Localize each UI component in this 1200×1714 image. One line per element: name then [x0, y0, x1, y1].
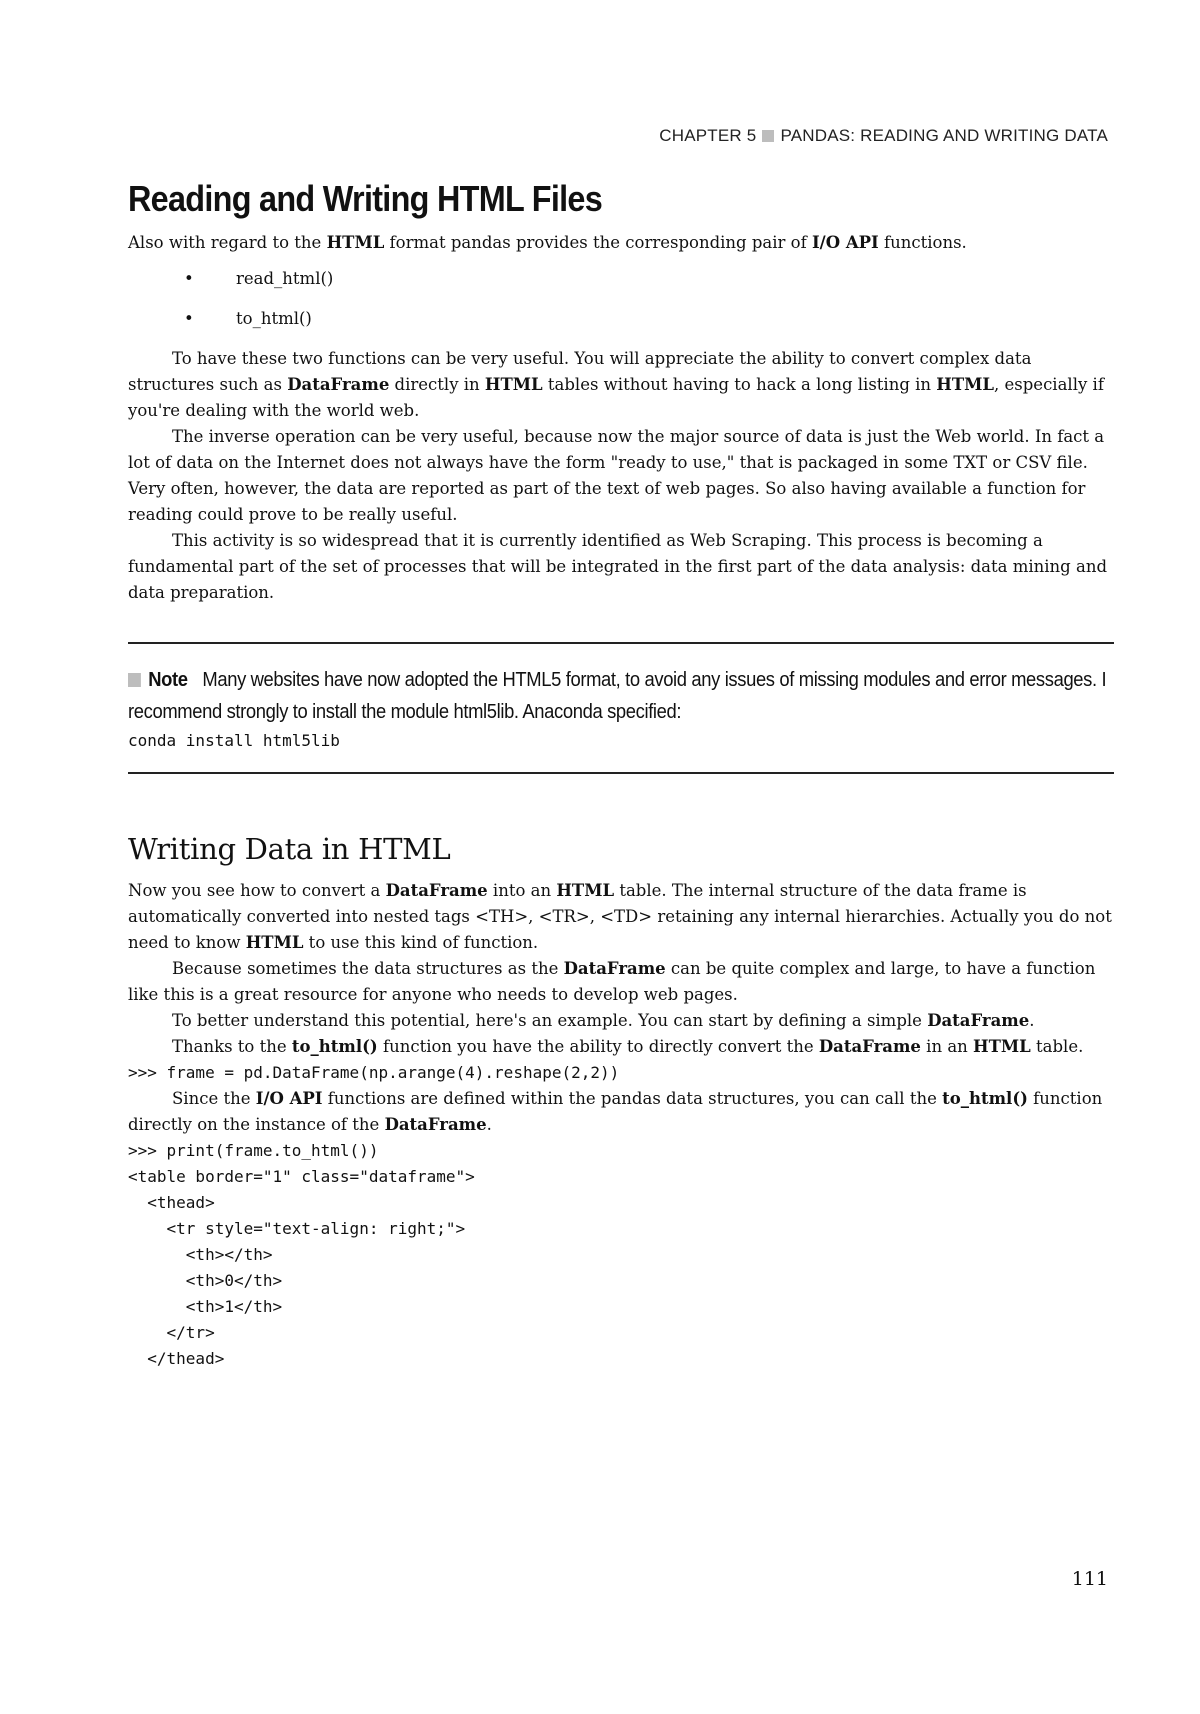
- paragraph: Because sometimes the data structures as the DataFrame can be quite complex and large, to have a function like this is a great resource for anyone who needs to develop web pages.: [128, 959, 1096, 1004]
- function-list: [128, 266, 1114, 332]
- paragraph: This activity is so widespread that it is currently identified as Web Scraping. This process is becoming a fundamental part of the set of processes that will be integrated in the first part of the data analysis: data mining and data preparation.: [128, 531, 1108, 602]
- square-bullet-icon: [762, 130, 774, 142]
- chapter-title: PANDAS: READING AND WRITING DATA: [780, 126, 1108, 145]
- intro-paragraph: Also with regard to the HTML format pandas provides the corresponding pair of I/O API functions.: [128, 233, 967, 252]
- note-box: [128, 642, 1114, 774]
- list-item: • read_html(): [128, 266, 1114, 292]
- paragraph: To have these two functions can be very useful. You will appreciate the ability to convert complex data structures such as DataFrame directly in HTML tables without having to hack a long listing in HTML, especially if you're dealing with the world web.: [128, 349, 1104, 420]
- paragraph: Thanks to the to_html() function you have the ability to directly convert the DataFrame in an HTML table.: [172, 1037, 1084, 1056]
- paragraph: To better understand this potential, here's an example. You can start by defining a simple DataFrame.: [172, 1011, 1035, 1030]
- page-number: 111: [1071, 1568, 1108, 1590]
- paragraph: Since the I/O API functions are defined within the pandas data structures, you can call the to_html() function directly on the instance of the DataFrame.: [128, 1089, 1103, 1134]
- subsection-title: Writing Data in HTML: [128, 832, 451, 866]
- note-label: Note: [148, 669, 188, 691]
- section-title: Reading and Writing HTML Files: [128, 178, 603, 219]
- running-header: [659, 126, 1108, 146]
- note-body: Many websites have now adopted the HTML5 format, to avoid any issues of missing modules and error messages. I recommend strongly to install the module html5lib. Anaconda specified:: [128, 669, 1107, 723]
- code-snippet: >>> print(frame.to_html()) <table border="1" class="dataframe"> <thead> <tr style="text-align: right;"> <th></th> <th>0</th> <th>1</th> </tr> </thead>: [128, 1141, 475, 1368]
- code-snippet: conda install html5lib: [128, 731, 340, 750]
- chapter-label: CHAPTER 5: [659, 126, 757, 145]
- page-body: [128, 178, 1114, 1372]
- list-item: • to_html(): [128, 306, 1114, 332]
- square-bullet-icon: [128, 673, 141, 687]
- code-snippet: >>> frame = pd.DataFrame(np.arange(4).reshape(2,2)): [128, 1063, 620, 1082]
- paragraph: The inverse operation can be very useful, because now the major source of data is just the Web world. In fact a lot of data on the Internet does not always have the form "ready to use," that is packaged in some TXT or CSV file. Very often, however, the data are reported as part of the text of web pages. So also having available a function for reading could prove to be really useful.: [128, 427, 1105, 524]
- paragraph: Now you see how to convert a DataFrame into an HTML table. The internal structure of the data frame is automatically converted into nested tags <TH>, <TR>, <TD> retaining any internal hierarchies. Actually you do not need to know HTML to use this kind of function.: [128, 881, 1112, 952]
- note-text: [128, 664, 1122, 728]
